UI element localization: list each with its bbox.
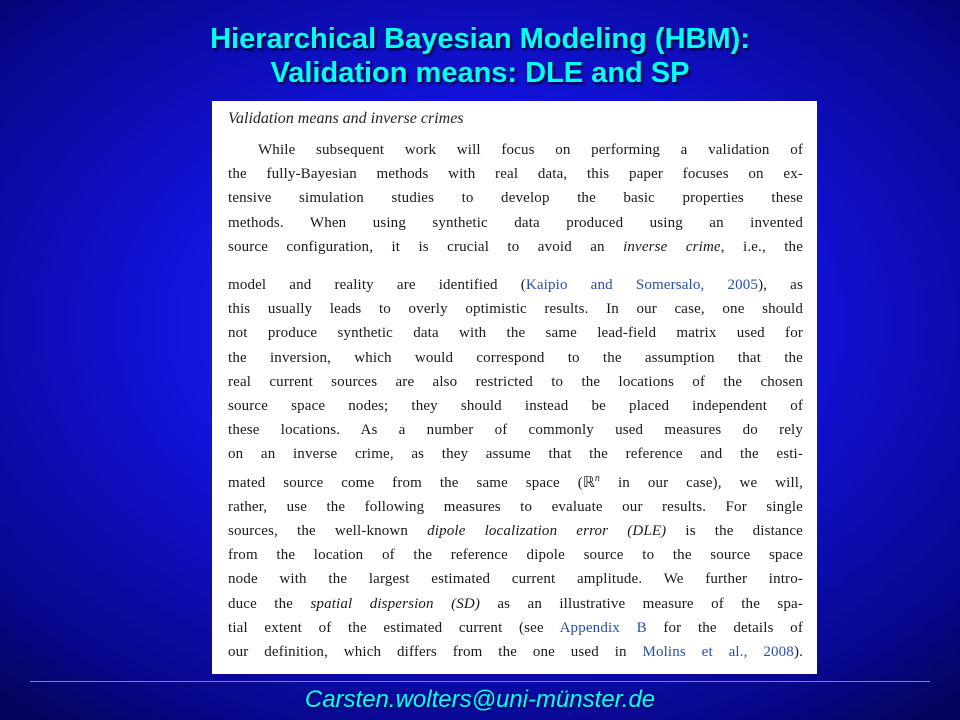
text-line: not produce synthetic data with the same lead-field matrix used for — [228, 325, 803, 342]
text-line: model and reality are identified (Kaipio and Somersalo, 2005), as — [228, 277, 803, 294]
text-line: tial extent of the estimated current (see Appendix B for the details of — [228, 619, 803, 636]
real-space-symbol: ℝ — [582, 474, 595, 491]
excerpt-heading: Validation means and inverse crimes — [228, 110, 464, 127]
text-line: mated source come from the same space (ℝ$^n$ in our case), we will, — [228, 472, 803, 491]
text-line: While subsequent work will focus on performing a validation of — [258, 142, 803, 158]
inverse-crime-term: inverse crime — [623, 238, 721, 255]
citation-link-molins[interactable]: Molins et al., 2008 — [642, 644, 794, 661]
text-line: these locations. As a number of commonly used measures do rely — [228, 422, 803, 439]
text-line: on an inverse crime, as they assume that the reference and the esti- — [228, 446, 803, 463]
text-line: rather, use the following measures to evaluate our results. For single — [228, 498, 803, 515]
footer-email: Carsten.wolters@uni-münster.de — [304, 686, 656, 713]
sd-term: spatial dispersion (SD) — [310, 595, 480, 612]
text-line: sources, the well-known dipole localization error (DLE) is the distance — [228, 523, 803, 540]
text-line: the fully-Bayesian methods with real data, this paper focuses on ex- — [228, 166, 803, 183]
text-line: the inversion, which would correspond to the assumption that the — [228, 349, 803, 366]
text-line: our definition, which differs from the one used in Molins et al., 2008). — [228, 644, 803, 661]
paper-excerpt-image — [212, 101, 817, 674]
excerpt-paragraph-1 — [228, 138, 803, 259]
superscript-n: n — [594, 472, 601, 484]
text-line: this usually leads to overly optimistic results. In our case, one should — [228, 301, 803, 318]
slide-title-line2: Validation means: DLE and SP — [270, 57, 690, 89]
slide-title-line1: Hierarchical Bayesian Modeling (HBM): — [210, 23, 750, 55]
text-line: node with the largest estimated current amplitude. We further intro- — [228, 571, 803, 588]
footer-divider — [30, 681, 930, 682]
text-line: source space nodes; they should instead be placed independent of — [228, 398, 803, 415]
slide-title — [0, 22, 960, 90]
dle-term: dipole localization error (DLE) — [427, 523, 667, 540]
excerpt-paragraph-2 — [228, 273, 803, 664]
text-line: methods. When using synthetic data produced using an invented — [228, 214, 803, 231]
text-line: from the location of the reference dipole source to the source space — [228, 547, 803, 564]
text-line: real current sources are also restricted to the locations of the chosen — [228, 373, 803, 390]
text-line: tensive simulation studies to develop the basic properties these — [228, 190, 803, 207]
citation-link-kaipio[interactable]: Kaipio and Somersalo, 2005 — [525, 277, 759, 294]
text-line: duce the spatial dispersion (SD) as an illustrative measure of the spa- — [228, 595, 803, 612]
appendix-b-link[interactable]: Appendix B — [559, 619, 647, 636]
text-line: source configuration, it is crucial to avoid an inverse crime, i.e., the — [228, 238, 804, 255]
